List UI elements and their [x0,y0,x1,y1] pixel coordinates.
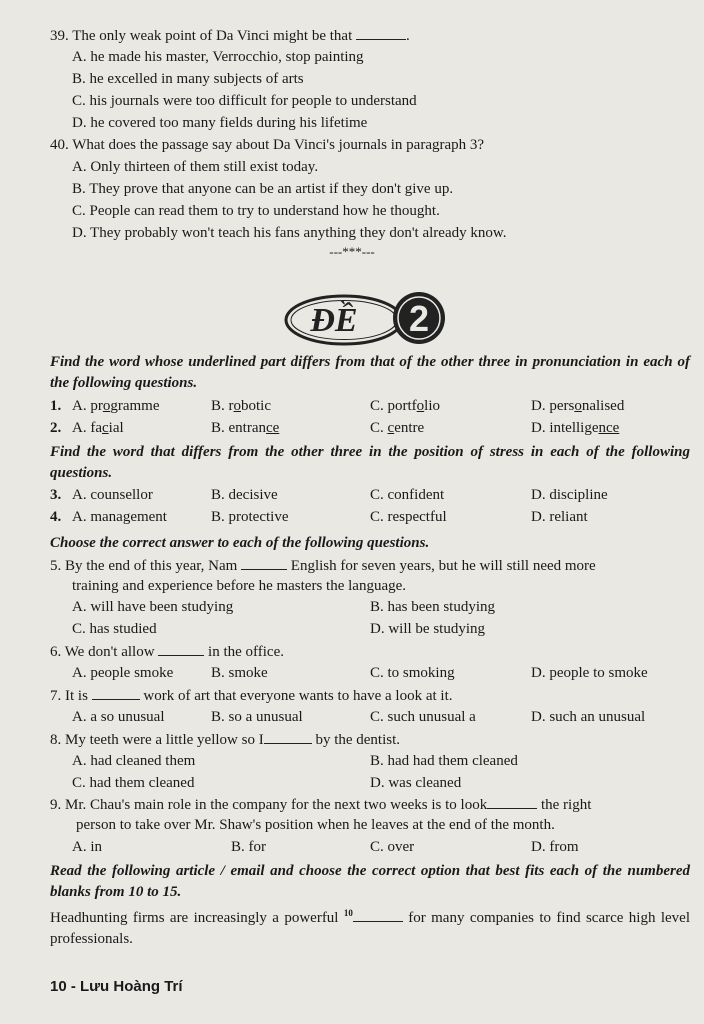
q7-option-a: A. a so unusual [72,709,165,725]
q5-option-c: C. has studied [72,621,157,637]
q9-option-b: B. for [231,839,266,855]
question-5: 5. By the end of this year, Nam English for seven years, but he will still need more [50,555,690,577]
q5-option-d: D. will be studying [370,621,485,637]
q5-option-b: B. has been studying [370,599,495,615]
q6-option-b: B. smoke [211,665,268,681]
q8-option-d: D. was cleaned [370,775,462,791]
question-end-mark: . [406,28,410,44]
q4-option-c: C. respectful [370,509,447,525]
q8-option-c: C. had them cleaned [72,775,195,791]
q6-option-a: A. people smoke [72,665,174,681]
question-5-line2: training and experience before he masters the language. [72,578,407,594]
question-6: 6. We don't allow in the office. [50,641,284,662]
q3-number: 3. [50,487,62,503]
q5-option-a: A. will have been studying [72,599,234,615]
q1-option-a: A. programme [72,398,160,414]
q3-option-b: B. decisive [211,487,278,503]
q4-number: 4. [50,509,62,525]
de-2-logo [282,290,454,348]
section4-instruction: Read the following article / email and choose the correct option that best fits each of the numbered blanks from 10 to 15. [50,863,690,900]
q6-option-d: D. people to smoke [531,665,648,681]
q7-option-d: D. such an unusual [531,709,646,725]
question-39 [50,25,410,46]
q3-option-d: D. discipline [531,487,608,503]
option-40d: D. They probably won't teach his fans anything they don't already know. [72,225,507,241]
q7-option-b: B. so a unusual [211,709,303,725]
option-39b: B. he excelled in many subjects of arts [72,71,304,87]
q3-option-a: A. counsellor [72,487,153,503]
q4-option-d: D. reliant [531,509,588,525]
section1-instruction: Find the word whose underlined part differs from that of the other three in pronunciation in each of the following questions. [50,354,690,391]
q1-option-c: C. portfolio [370,398,441,414]
q1-option-d: D. personalised [531,398,625,414]
option-39c: C. his journals were too difficult for people to understand [72,93,417,109]
q2-number: 2. [50,420,62,436]
q4-option-b: B. protective [211,509,289,525]
question-9: 9. Mr. Chau's main role in the company for the next two weeks is to look the right [50,794,690,816]
option-39d: D. he covered too many fields during his lifetime [72,115,368,131]
option-39a: A. he made his master, Verrocchio, stop painting [72,49,364,65]
q9-option-d: D. from [531,839,579,855]
question-9-line2: person to take over Mr. Shaw's position when he leaves at the end of the month. [76,817,555,833]
page-footer: 10 - Lưu Hoàng Trí [50,978,183,995]
q2-option-c: C. centre [370,420,425,436]
option-40b: B. They prove that anyone can be an artist if they don't give up. [72,181,454,197]
q8-option-a: A. had cleaned them [72,753,196,769]
svg-text:ĐỀ: ĐỀ [310,302,358,339]
q1-number: 1. [50,398,62,414]
q9-option-a: A. in [72,839,102,855]
q2-option-b: B. entrance [211,420,280,436]
answer-blank [356,25,406,40]
question-40-stem: 40. What does the passage say about Da Vinci's journals in paragraph 3? [50,137,485,153]
question-8: 8. My teeth were a little yellow so I by the dentist. [50,729,400,750]
question-39-stem: 39. The only weak point of Da Vinci might be that [50,28,353,44]
svg-text:2: 2 [408,298,430,339]
q8-option-b: B. had had them cleaned [370,753,518,769]
question-7: 7. It is work of art that everyone wants to have a look at it. [50,685,453,706]
section-divider: ---***--- [329,244,375,259]
q2-option-a: A. facial [72,420,124,436]
q9-option-c: C. over [370,839,415,855]
q2-option-d: D. intelligence [531,420,620,436]
reading-paragraph: Headhunting firms are increasingly a powerful $^{10}$ for many companies to find scarce high level professionals. [50,908,691,947]
q3-option-c: C. confident [370,487,445,503]
section3-instruction: Choose the correct answer to each of the following questions. [50,535,430,551]
q4-option-a: A. management [72,509,167,525]
q6-option-c: C. to smoking [370,665,455,681]
option-40c: C. People can read them to try to understand how he thought. [72,203,440,219]
q7-option-c: C. such unusual a [370,709,476,725]
section2-instruction: Find the word that differs from the other three in the position of stress in each of the following questions. [50,444,690,481]
option-40a: A. Only thirteen of them still exist today. [72,159,319,175]
q1-option-b: B. robotic [211,398,271,414]
